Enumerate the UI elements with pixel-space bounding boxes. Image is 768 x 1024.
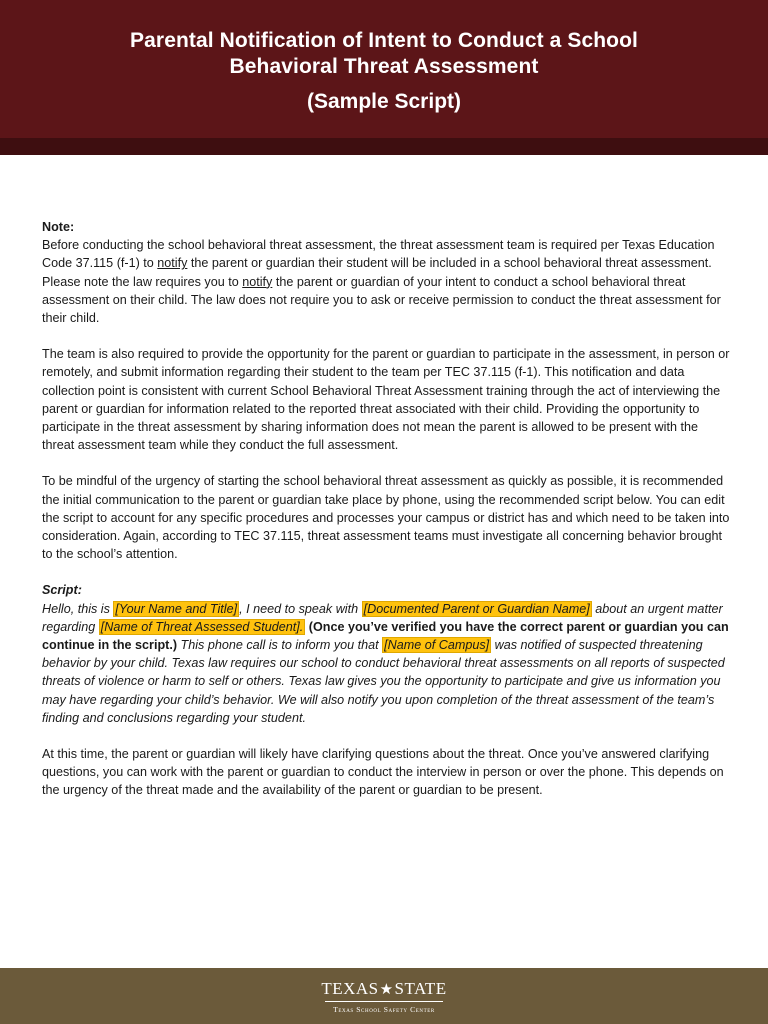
page-title — [0, 0, 768, 80]
logo-text-right: STATE — [394, 979, 447, 998]
script-text: about an urgent matter regarding — [42, 601, 723, 634]
script-text: Hello, this is — [42, 601, 114, 616]
note-text: the parent or guardian of your intent to conduct a school behavioral threat assessment on their child. The law does not require you to ask or receive permission to conduct the threat assessment for their child. — [42, 274, 721, 326]
script-instruction: (Once you’ve verified you have the correct parent or guardian you can continue in the script.) — [42, 619, 729, 653]
note-text: Before conducting the school behavioral threat assessment, the threat assessment team is required per Texas Education Code 37.115 (f-1) to — [42, 238, 715, 271]
title-line-2: Behavioral Threat Assessment — [229, 55, 539, 78]
placeholder-student-name: [Name of Threat Assessed Student]. — [100, 619, 304, 634]
closing-paragraph: At this time, the parent or guardian will likely have clarifying questions about the threat. Once you’ve answered clarifying questions, you can work with the parent or guardian to conduct the interview in person or over the phone. This depends on the urgency of the threat made and the availability of the parent or guardian to be present. — [42, 747, 724, 798]
notify-underlined: notify — [157, 256, 188, 271]
note-label: Note: — [42, 220, 75, 234]
script-text: This phone call is to inform you that — [177, 638, 383, 653]
note-paragraph-3: To be mindful of the urgency of starting the school behavioral threat assessment as quickly as possible, it is recommended the initial communication to the parent or guardian take place by phone, using the recommended script below. You can edit the script to account for any specific procedures and processes your campus or district has and which need to be taken into consideration. Again, according to TEC 37.115, threat assessment teams must investigate all concerning behavior brought to the school’s attention. — [42, 474, 730, 562]
notify-underlined: notify — [242, 274, 273, 289]
script-label: Script: — [42, 583, 82, 598]
note-paragraph-2: The team is also required to provide the opportunity for the parent or guardian to participate in the assessment, in person or remotely, and submit information regarding their student to the team per TEC 37.115 (f-1). This notification and data collection point is consistent with current School Behavioral Threat Assessment training through the act of interviewing the parent or guardian for information related to the reported threat associated with their child. Providing the opportunity to participate in the threat assessment by sharing information does not mean the parent is allowed to be present with the threat assessment team while they conduct the full assessment. — [42, 347, 730, 453]
logo-text-left: TEXAS — [321, 979, 379, 998]
logo-wordmark — [0, 980, 768, 999]
texas-state-logo — [0, 980, 768, 1014]
logo-subtitle: Texas School Safety Center — [333, 1005, 435, 1014]
script-paragraph — [42, 581, 732, 727]
script-text: was notified of suspected threatening behavior by your child. Texas law requires our school to conduct behavioral threat assessments on all reports of suspected threats of violence or harm to self or others. Texas law gives you the opportunity to participate and give us information you may have regarding your child’s behavior. We will also notify you upon completion of the threat assessment of the team’s finding and conclusions regarding your student. — [42, 638, 725, 725]
placeholder-campus-name: [Name of Campus] — [384, 638, 490, 653]
note-paragraph-1 — [42, 218, 732, 327]
script-text: , I need to speak with — [239, 601, 362, 616]
placeholder-your-name: [Your Name and Title] — [115, 601, 238, 616]
page-footer — [0, 968, 768, 1024]
note-text: the parent or guardian their student will be included in a school behavioral threat assessment. Please note the law requires you to — [42, 256, 712, 289]
logo-divider — [325, 1001, 443, 1002]
star-icon: ★ — [379, 982, 394, 998]
page-subtitle: (Sample Script) — [306, 90, 462, 113]
header-divider-band — [0, 138, 768, 155]
page-header — [0, 0, 768, 138]
title-line-1: Parental Notification of Intent to Conduct a School — [130, 29, 638, 52]
placeholder-parent-name: [Documented Parent or Guardian Name] — [363, 601, 590, 616]
document-body — [42, 218, 732, 818]
